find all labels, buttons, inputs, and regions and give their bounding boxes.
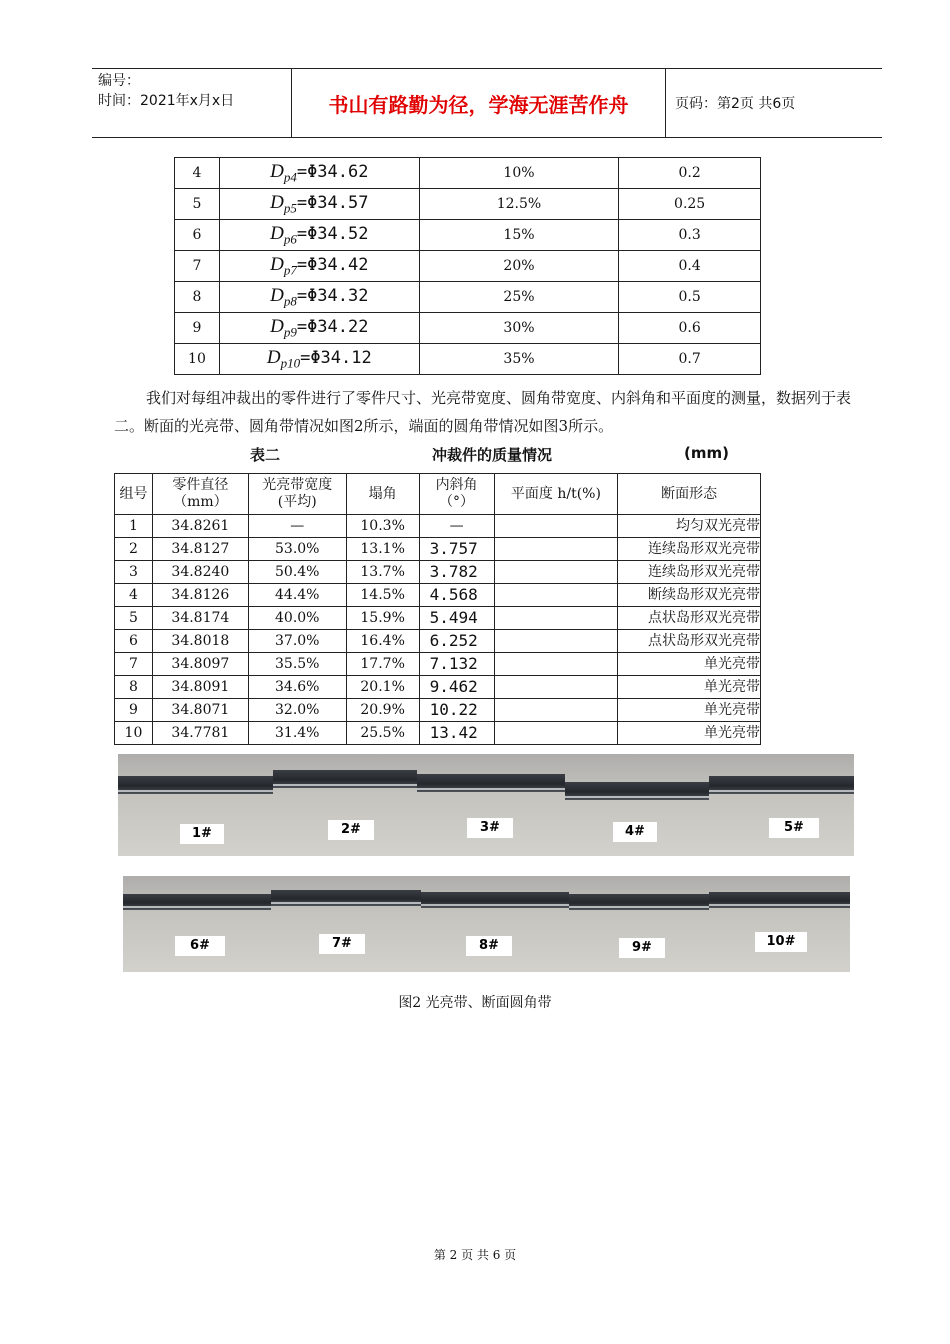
sample-photo <box>569 876 709 972</box>
table2-caption-unit: (mm) <box>684 444 729 462</box>
photo-strip-bottom <box>123 876 850 972</box>
sample-photo <box>709 754 854 856</box>
table-row <box>175 251 761 282</box>
section-form-cell: 单光亮带 <box>618 722 761 745</box>
rollover-cell: 17.7% <box>346 653 419 676</box>
rollover-cell: 13.7% <box>346 561 419 584</box>
table-row <box>115 607 761 630</box>
rollover-cell: 20.1% <box>346 676 419 699</box>
group-number-cell: 9 <box>175 313 220 344</box>
section-form-cell: 断续岛形双光亮带 <box>618 584 761 607</box>
diameter-cell: 34.8240 <box>152 561 248 584</box>
table-row <box>175 313 761 344</box>
burnish-width-cell: 32.0% <box>248 699 346 722</box>
band-highlight <box>118 790 273 792</box>
code-label: 编号： <box>98 73 140 89</box>
clearance-percent-cell: 10% <box>419 158 619 189</box>
burnish-width-cell: — <box>248 515 346 538</box>
clearance-value-cell: 0.4 <box>619 251 761 282</box>
flatness-cell <box>494 699 618 722</box>
table-row <box>175 158 761 189</box>
header-text-line: (平均) <box>277 494 317 510</box>
burnish-width-cell: 35.5% <box>248 653 346 676</box>
formula-symbol: D <box>270 160 284 182</box>
table-row <box>115 584 761 607</box>
header-page-label: 页码：第2页 共6页 <box>675 96 796 112</box>
sample-label: 10# <box>755 932 807 952</box>
formula-subscript: p9 <box>283 324 297 340</box>
band-highlight <box>421 904 569 906</box>
header-text-line: 断面形态 <box>661 485 718 502</box>
formula-value: =Φ34.22 <box>296 316 369 337</box>
section-form-cell: 均匀双光亮带 <box>618 515 761 538</box>
section-form-cell: 连续岛形双光亮带 <box>618 538 761 561</box>
group-cell: 1 <box>115 515 153 538</box>
punch-diameter-cell <box>219 189 419 220</box>
formula-value: =Φ34.52 <box>296 223 369 244</box>
section-form-cell: 单光亮带 <box>618 699 761 722</box>
diameter-cell: 34.8126 <box>152 584 248 607</box>
formula-symbol: D <box>270 191 284 213</box>
table-row <box>175 344 761 375</box>
group-cell: 9 <box>115 699 153 722</box>
section-form-header <box>618 474 761 515</box>
band-highlight <box>123 906 271 908</box>
flatness-cell <box>494 561 618 584</box>
flatness-cell <box>494 607 618 630</box>
clearance-percent-cell: 15% <box>419 220 619 251</box>
burnish-width-cell: 40.0% <box>248 607 346 630</box>
clearance-value-cell: 0.5 <box>619 282 761 313</box>
section-form-cell: 点状岛形双光亮带 <box>618 607 761 630</box>
diameter-header <box>152 474 248 515</box>
rollover-cell: 25.5% <box>346 722 419 745</box>
page-footer: 第 2 页 共 6 页 <box>433 1248 517 1262</box>
table-row <box>115 515 761 538</box>
table-row <box>115 538 761 561</box>
clearance-percent-cell: 25% <box>419 282 619 313</box>
sample-photo <box>271 876 421 972</box>
burnish-width-cell: 34.6% <box>248 676 346 699</box>
table-row <box>175 282 761 313</box>
burnish-width-cell: 31.4% <box>248 722 346 745</box>
section-form-cell: 点状岛形双光亮带 <box>618 630 761 653</box>
inner-bevel-cell: 4.568 <box>419 584 494 607</box>
clearance-value-cell: 0.25 <box>619 189 761 220</box>
sample-label: 6# <box>175 936 225 956</box>
formula-symbol: D <box>270 222 284 244</box>
burnish-width-cell: 37.0% <box>248 630 346 653</box>
sample-photo <box>123 876 271 972</box>
group-number-cell: 8 <box>175 282 220 313</box>
body-paragraph: 我们对每组冲裁出的零件进行了零件尺寸、光亮带宽度、圆角带宽度、内斜角和平面度的测量，数据列于表二。断面的光亮带、圆角带情况如图2所示，端面的圆角带情况如图3所示。 <box>114 389 852 435</box>
sample-photo <box>417 754 565 856</box>
flatness-cell <box>494 653 618 676</box>
rollover-cell: 16.4% <box>346 630 419 653</box>
flatness-cell <box>494 584 618 607</box>
table-row <box>115 699 761 722</box>
sample-label: 8# <box>466 936 512 956</box>
sample-label: 2# <box>328 820 374 840</box>
clearance-value-cell: 0.7 <box>619 344 761 375</box>
band-highlight <box>709 790 854 792</box>
sample-photo <box>421 876 569 972</box>
rollover-cell: 14.5% <box>346 584 419 607</box>
formula-value: =Φ34.57 <box>296 192 369 213</box>
header-motto: 书山有路勤为径，学海无涯苦作舟 <box>292 69 666 137</box>
burnish-width-cell: 50.4% <box>248 561 346 584</box>
clearance-percent-cell: 12.5% <box>419 189 619 220</box>
punch-diameter-cell <box>219 282 419 313</box>
diameter-cell: 34.7781 <box>152 722 248 745</box>
header-text-line: 组号 <box>119 485 148 502</box>
band-highlight <box>569 906 709 908</box>
inner-bevel-cell: — <box>419 515 494 538</box>
header-text-line: （mm） <box>173 494 228 510</box>
header-text-line: 塌角 <box>368 485 397 502</box>
inner-bevel-cell: 7.132 <box>419 653 494 676</box>
group-cell: 7 <box>115 653 153 676</box>
formula-value: =Φ34.42 <box>296 254 369 275</box>
header-text-line: 零件直径 <box>172 477 229 493</box>
formula-value: =Φ34.12 <box>300 347 372 368</box>
clearance-percent-cell: 20% <box>419 251 619 282</box>
group-header <box>115 474 153 515</box>
group-number-cell: 6 <box>175 220 220 251</box>
group-cell: 8 <box>115 676 153 699</box>
header-text-line: （°） <box>439 494 475 510</box>
formula-symbol: D <box>270 284 284 306</box>
sample-photo <box>709 876 850 972</box>
inner-bevel-cell: 10.22 <box>419 699 494 722</box>
formula-value: =Φ34.32 <box>296 285 369 306</box>
punch-diameter-cell <box>219 313 419 344</box>
time-label: 时间：2021年x月x日 <box>98 93 235 109</box>
group-cell: 6 <box>115 630 153 653</box>
inner-bevel-header <box>419 474 494 515</box>
group-cell: 4 <box>115 584 153 607</box>
formula-symbol: D <box>270 315 284 337</box>
diameter-cell: 34.8174 <box>152 607 248 630</box>
table2-caption-title: 冲裁件的质量情况 <box>432 446 553 464</box>
clearance-value-cell: 0.6 <box>619 313 761 344</box>
quality-table <box>114 473 761 745</box>
diameter-cell: 34.8261 <box>152 515 248 538</box>
table-row <box>115 722 761 745</box>
burnish-width-cell: 53.0% <box>248 538 346 561</box>
section-form-cell: 单光亮带 <box>618 676 761 699</box>
burnish-width-cell: 44.4% <box>248 584 346 607</box>
section-form-cell: 单光亮带 <box>618 653 761 676</box>
flatness-cell <box>494 722 618 745</box>
group-cell: 3 <box>115 561 153 584</box>
sample-label: 7# <box>319 934 365 954</box>
flatness-cell <box>494 515 618 538</box>
sample-photo <box>273 754 417 856</box>
diameter-cell: 34.8097 <box>152 653 248 676</box>
rollover-cell: 20.9% <box>346 699 419 722</box>
diameter-cell: 34.8127 <box>152 538 248 561</box>
burnish-width-header <box>248 474 346 515</box>
table-row <box>115 630 761 653</box>
group-cell: 2 <box>115 538 153 561</box>
inner-bevel-cell: 6.252 <box>419 630 494 653</box>
group-cell: 10 <box>115 722 153 745</box>
formula-subscript: p8 <box>283 293 297 309</box>
table-header-row <box>115 474 761 515</box>
formula-subscript: p6 <box>283 231 297 247</box>
header-text-line: 平面度 h/t(%) <box>510 485 601 502</box>
inner-bevel-cell: 3.757 <box>419 538 494 561</box>
photo-strip-top <box>118 754 854 856</box>
band-highlight <box>709 904 850 906</box>
header-text-line: 内斜角 <box>435 477 478 493</box>
flatness-cell <box>494 630 618 653</box>
rollover-header <box>346 474 419 515</box>
group-number-cell: 7 <box>175 251 220 282</box>
diameter-cell: 34.8071 <box>152 699 248 722</box>
flatness-cell <box>494 676 618 699</box>
inner-bevel-cell: 9.462 <box>419 676 494 699</box>
sample-label: 3# <box>467 818 513 838</box>
sample-label: 9# <box>619 938 665 958</box>
table-row <box>115 653 761 676</box>
page-header <box>92 68 882 138</box>
header-meta <box>92 69 292 137</box>
formula-subscript: p5 <box>283 200 297 216</box>
punch-diameter-table <box>174 157 761 375</box>
band-highlight <box>417 788 565 790</box>
group-number-cell: 5 <box>175 189 220 220</box>
sample-label: 5# <box>769 818 819 838</box>
punch-diameter-cell <box>219 344 419 375</box>
diameter-cell: 34.8091 <box>152 676 248 699</box>
sample-photo <box>565 754 709 856</box>
rollover-cell: 15.9% <box>346 607 419 630</box>
punch-diameter-cell <box>219 251 419 282</box>
flatness-header <box>494 474 618 515</box>
rollover-cell: 10.3% <box>346 515 419 538</box>
sample-label: 1# <box>180 824 224 844</box>
group-cell: 5 <box>115 607 153 630</box>
table-row <box>115 676 761 699</box>
rollover-cell: 13.1% <box>346 538 419 561</box>
table-row <box>115 561 761 584</box>
sample-label: 4# <box>613 822 657 842</box>
inner-bevel-cell: 13.42 <box>419 722 494 745</box>
table2-caption-number: 表二 <box>250 446 281 464</box>
table-row <box>175 220 761 251</box>
clearance-percent-cell: 30% <box>419 313 619 344</box>
punch-diameter-cell <box>219 220 419 251</box>
group-number-cell: 10 <box>175 344 220 375</box>
diameter-cell: 34.8018 <box>152 630 248 653</box>
figure-caption: 图2 光亮带、断面圆角带 <box>398 995 552 1011</box>
formula-subscript: p4 <box>283 169 297 185</box>
formula-symbol: D <box>266 346 281 368</box>
formula-subscript: p7 <box>283 262 297 278</box>
section-form-cell: 连续岛形双光亮带 <box>618 561 761 584</box>
header-text-line: 光亮带宽度 <box>262 477 333 493</box>
band-highlight <box>273 784 417 786</box>
clearance-percent-cell: 35% <box>419 344 619 375</box>
sample-photo <box>118 754 273 856</box>
clearance-value-cell: 0.3 <box>619 220 761 251</box>
inner-bevel-cell: 5.494 <box>419 607 494 630</box>
formula-value: =Φ34.62 <box>296 161 369 182</box>
punch-diameter-cell <box>219 158 419 189</box>
flatness-cell <box>494 538 618 561</box>
band-highlight <box>271 902 421 904</box>
inner-bevel-cell: 3.782 <box>419 561 494 584</box>
group-number-cell: 4 <box>175 158 220 189</box>
band-highlight <box>565 796 709 798</box>
clearance-value-cell: 0.2 <box>619 158 761 189</box>
formula-subscript: p10 <box>280 355 301 371</box>
formula-symbol: D <box>270 253 284 275</box>
table-row <box>175 189 761 220</box>
